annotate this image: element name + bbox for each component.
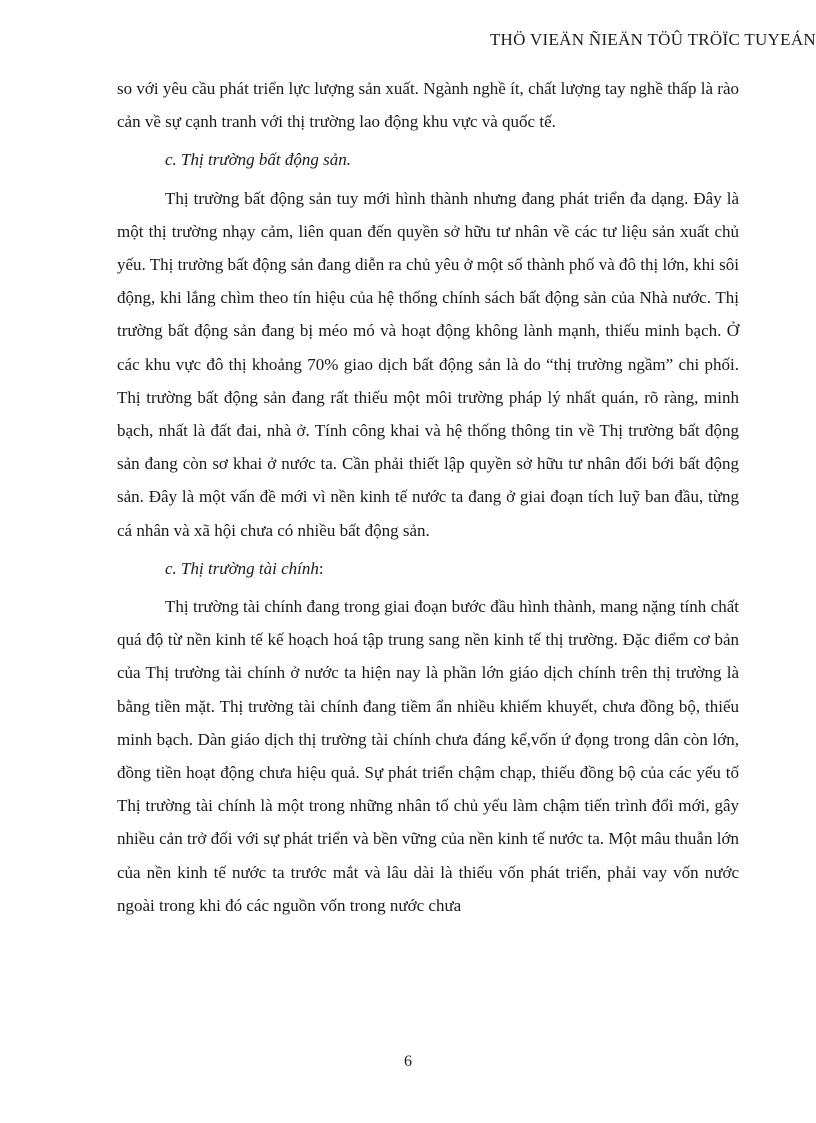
section-heading-real-estate: c. Thị trường bất động sản.	[165, 150, 351, 170]
paragraph-continued: so với yêu cầu phát triển lực lượng sản xuất. Ngành nghề ít, chất lượng tay nghề thấp là rào cản về sự cạnh tranh với thị trường lao động khu vực và quốc tế.	[117, 79, 739, 132]
section-heading-finance-colon: :	[318, 558, 324, 578]
section-heading-finance	[165, 552, 739, 585]
running-header: THÖ VIEÄN ÑIEÄN TÖÛ TRÖÏC TUYEÁN	[489, 30, 816, 49]
paragraph-real-estate: Thị trường bất động sản tuy mới hình thành nhưng đang phát triển đa dạng. Đây là một thị trường nhạy cảm, liên quan đến quyền sở hữu tư nhân về các tư liệu sản xuất chủ yếu. Thị trường bất động sản đang diễn ra chủ yêu ở một số thành phố và đô thị lớn, khi sôi động, khi lắng chìm theo tín hiệu của hệ thống chính sách bất động sản của Nhà nước. Thị trường bất động sản đang bị méo mó và hoạt động không lành mạnh, thiếu minh bạch. Ở các khu vực đô thị khoảng 70% giao dịch bất động sản là do “thị trường ngầm” chi phối. Thị trường bất động sản đang rất thiếu một môi trường pháp lý nhất quán, rõ ràng, minh bạch, nhất là đất đai, nhà ở. Tính công khai và hệ thống thông tin về Thị trường bất động sản đang còn sơ khai ở nước ta. Cần phải thiết lập quyền sở hữu tư nhân đối bới bất động sản. Đây là một vấn đề mới vì nền kinh tế nước ta đang ở giai đoạn tích luỹ ban đầu, từng cá nhân và xã hội chưa có nhiều bất động sản.	[117, 188, 739, 540]
paragraph-finance: Thị trường tài chính đang trong giai đoạn bước đầu hình thành, mang nặng tính chất quá độ từ nền kinh tế kế hoạch hoá tập trung sang nền kinh tế thị trường. Đặc điểm cơ bản của Thị trường tài chính ở nước ta hiện nay là phần lớn giáo dịch chính trên thị trường là bằng tiền mặt. Thị trường tài chính đang tiềm ẩn nhiều khiếm khuyết, chưa đồng bộ, thiếu minh bạch. Dàn giáo dịch thị trường tài chính chưa đáng kể,vốn ứ đọng trong dân còn lớn, đồng tiền hoạt động chưa hiệu quả. Sự phát triển chậm chạp, thiếu đồng bộ của các yếu tố Thị trường tài chính là một trong những nhân tố chủ yếu làm chậm tiến trình đổi mới, gây nhiều cản trở đối với sự phát triển và bền vững của nền kinh tế nước ta. Một mâu thuẫn lớn của nền kinh tế nước ta trước mắt và lâu dài là thiếu vốn phát triển, phải vay vốn nước ngoài trong khi đó các nguồn vốn trong nước chưa	[117, 597, 739, 915]
section-heading-finance-text: c. Thị trường tài chính	[165, 558, 319, 578]
page-number: 6	[404, 1053, 412, 1070]
page-body	[117, 72, 739, 922]
